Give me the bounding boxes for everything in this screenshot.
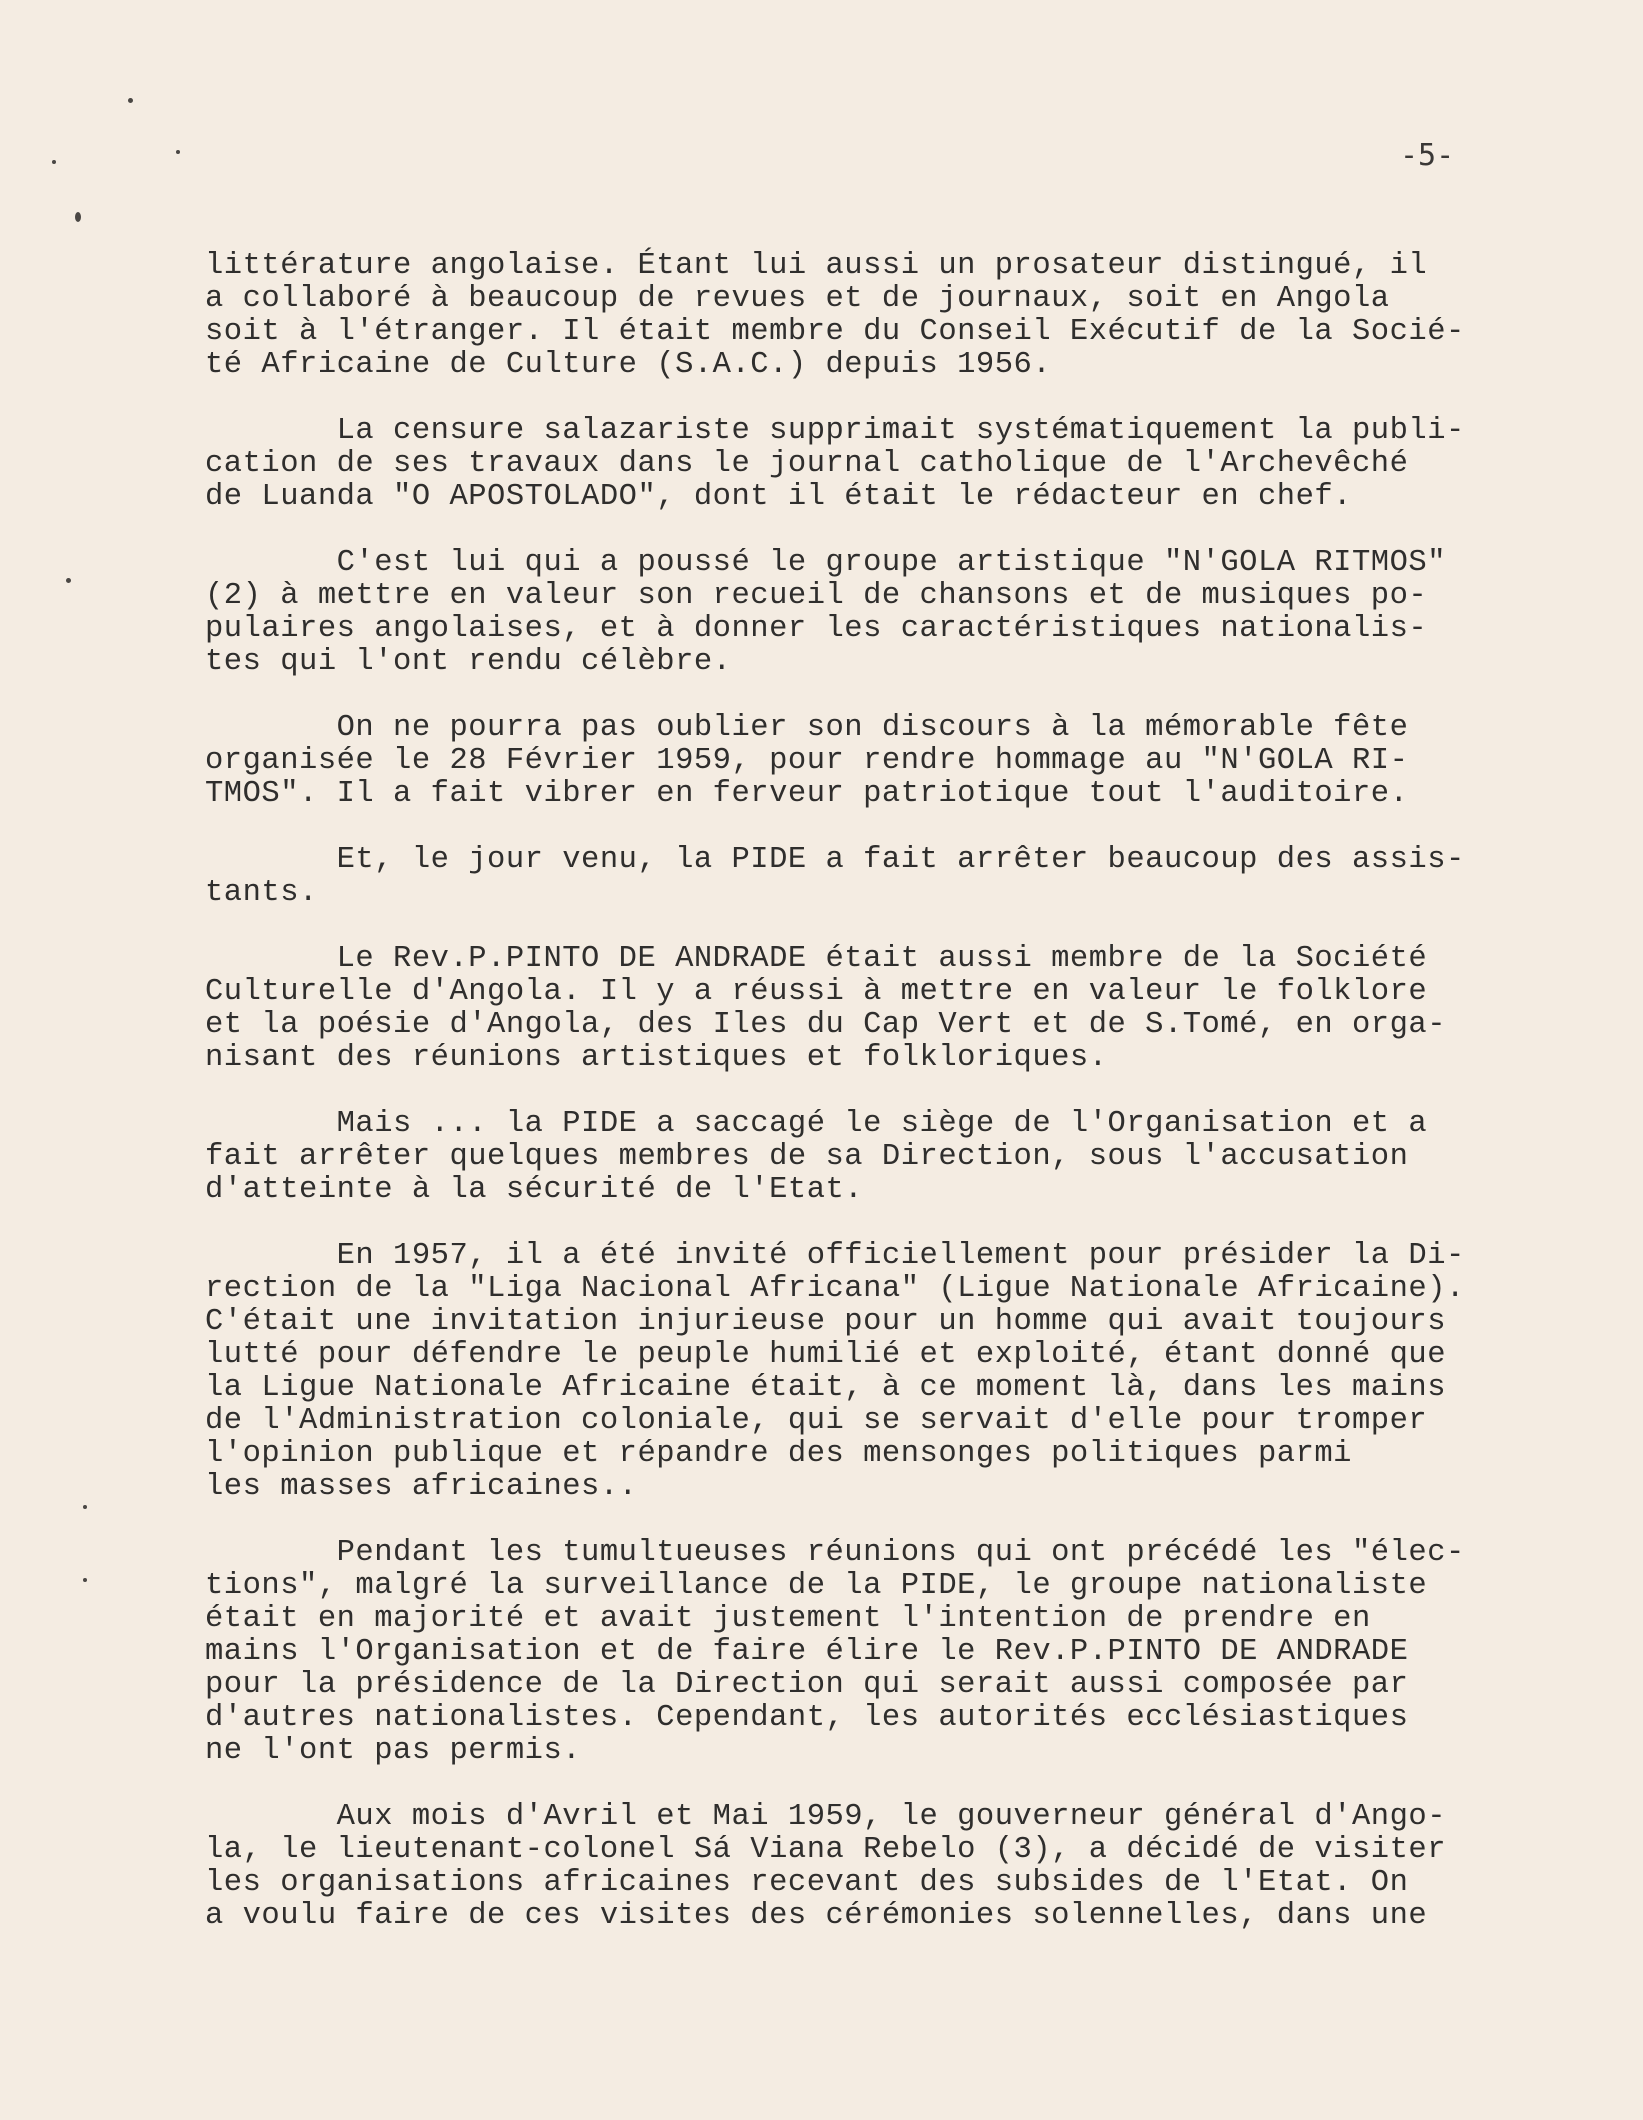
text-line: était en majorité et avait justement l'intention de prendre en xyxy=(205,1602,1371,1636)
text-line: Pendant les tumultueuses réunions qui ont précédé les "élec- xyxy=(205,1536,1465,1570)
text-line: littérature angolaise. Étant lui aussi un prosateur distingué, il xyxy=(205,249,1428,283)
margin-speck xyxy=(52,160,56,164)
text-line: En 1957, il a été invité officiellement pour présider la Di- xyxy=(205,1239,1465,1273)
text-line: organisée le 28 Février 1959, pour rendre hommage au "N'GOLA RI- xyxy=(205,744,1409,778)
margin-speck xyxy=(176,150,180,154)
text-line: nisant des réunions artistiques et folkloriques. xyxy=(205,1041,1108,1075)
text-line: tions", malgré la surveillance de la PIDE, le groupe nationaliste xyxy=(205,1569,1428,1603)
body-text xyxy=(205,250,1565,1966)
paragraph xyxy=(205,1240,1565,1504)
text-line: On ne pourra pas oublier son discours à la mémorable fête xyxy=(205,711,1409,745)
text-line: a collaboré à beaucoup de revues et de journaux, soit en Angola xyxy=(205,282,1390,316)
text-line: et la poésie d'Angola, des Iles du Cap Vert et de S.Tomé, en orga- xyxy=(205,1008,1446,1042)
margin-speck xyxy=(128,98,133,103)
paragraph xyxy=(205,943,1565,1075)
margin-speck xyxy=(66,578,71,583)
paragraph xyxy=(205,1537,1565,1768)
text-line: Aux mois d'Avril et Mai 1959, le gouverneur général d'Ango- xyxy=(205,1800,1446,1834)
text-line: les masses africaines.. xyxy=(205,1470,638,1504)
text-line: Culturelle d'Angola. Il y a réussi à mettre en valeur le folklore xyxy=(205,975,1428,1009)
paragraph xyxy=(205,1801,1565,1933)
text-line: de l'Administration coloniale, qui se servait d'elle pour tromper xyxy=(205,1404,1428,1438)
text-line: d'atteinte à la sécurité de l'Etat. xyxy=(205,1173,864,1207)
text-line: Le Rev.P.PINTO DE ANDRADE était aussi membre de la Société xyxy=(205,942,1428,976)
text-line: cation de ses travaux dans le journal catholique de l'Archevêché xyxy=(205,447,1409,481)
text-line: pulaires angolaises, et à donner les caractéristiques nationalis- xyxy=(205,612,1428,646)
text-line: La censure salazariste supprimait systématiquement la publi- xyxy=(205,414,1465,448)
paragraph xyxy=(205,415,1565,514)
text-line: Mais ... la PIDE a saccagé le siège de l'Organisation et a xyxy=(205,1107,1428,1141)
text-line: soit à l'étranger. Il était membre du Conseil Exécutif de la Socié- xyxy=(205,315,1465,349)
text-line: fait arrêter quelques membres de sa Direction, sous l'accusation xyxy=(205,1140,1409,1174)
text-line: tes qui l'ont rendu célèbre. xyxy=(205,645,732,679)
text-line: pour la présidence de la Direction qui serait aussi composée par xyxy=(205,1668,1409,1702)
text-line: Et, le jour venu, la PIDE a fait arrêter beaucoup des assis- xyxy=(205,843,1465,877)
margin-speck xyxy=(83,1578,87,1582)
text-line: rection de la "Liga Nacional Africana" (Ligue Nationale Africaine). xyxy=(205,1272,1465,1306)
page-number: -5- xyxy=(1400,138,1455,173)
paragraph xyxy=(205,250,1565,382)
text-line: la, le lieutenant-colonel Sá Viana Rebelo (3), a décidé de visiter xyxy=(205,1833,1446,1867)
text-line: a voulu faire de ces visites des cérémonies solennelles, dans une xyxy=(205,1899,1428,1933)
text-line: de Luanda "O APOSTOLADO", dont il était le rédacteur en chef. xyxy=(205,480,1352,514)
text-line: ne l'ont pas permis. xyxy=(205,1734,582,1768)
text-line: tants. xyxy=(205,876,318,910)
margin-speck xyxy=(75,212,81,222)
text-line: TMOS". Il a fait vibrer en ferveur patriotique tout l'auditoire. xyxy=(205,777,1409,811)
text-line: mains l'Organisation et de faire élire le Rev.P.PINTO DE ANDRADE xyxy=(205,1635,1409,1669)
text-line: la Ligue Nationale Africaine était, à ce moment là, dans les mains xyxy=(205,1371,1446,1405)
margin-speck xyxy=(83,1505,87,1509)
text-line: les organisations africaines recevant des subsides de l'Etat. On xyxy=(205,1866,1409,1900)
text-line: C'était une invitation injurieuse pour un homme qui avait toujours xyxy=(205,1305,1446,1339)
paragraph xyxy=(205,712,1565,811)
text-line: té Africaine de Culture (S.A.C.) depuis 1956. xyxy=(205,348,1052,382)
text-line: C'est lui qui a poussé le groupe artistique "N'GOLA RITMOS" xyxy=(205,546,1446,580)
paragraph xyxy=(205,1108,1565,1207)
paragraph xyxy=(205,547,1565,679)
text-line: lutté pour défendre le peuple humilié et exploité, étant donné que xyxy=(205,1338,1446,1372)
paragraph xyxy=(205,844,1565,910)
text-line: l'opinion publique et répandre des mensonges politiques parmi xyxy=(205,1437,1352,1471)
text-line: (2) à mettre en valeur son recueil de chansons et de musiques po- xyxy=(205,579,1428,613)
text-line: d'autres nationalistes. Cependant, les autorités ecclésiastiques xyxy=(205,1701,1409,1735)
